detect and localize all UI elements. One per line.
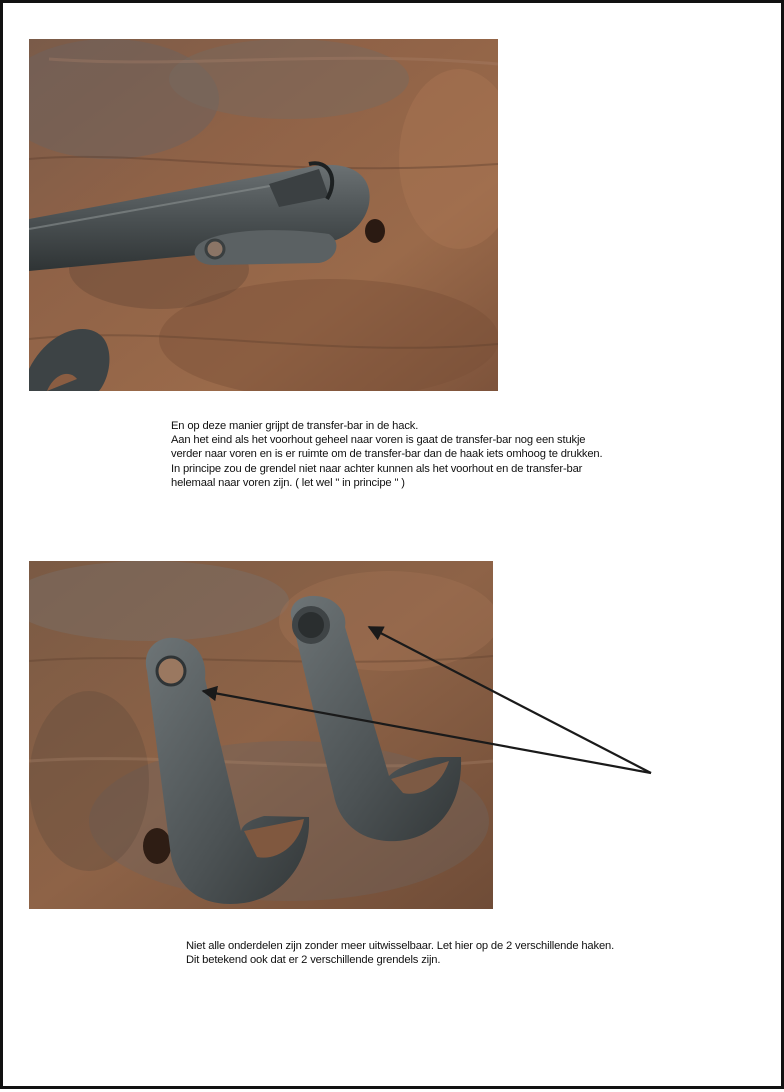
caption-line: verder naar voren en is er ruimte om de transfer-bar dan de haak iets omhoog te drukken.: [171, 448, 603, 461]
caption-different-hooks: [186, 939, 614, 967]
caption-line: Aan het eind als het voorhout geheel naar voren is gaat de transfer-bar nog een stukje: [171, 434, 586, 447]
arrow-left-hook: [203, 691, 651, 773]
caption-line: In principe zou de grendel niet naar achter kunnen als het voorhout en de transfer-bar: [171, 462, 583, 475]
caption-line: helemaal naar voren zijn. ( let wel " in principe " ): [171, 476, 405, 489]
arrow-right-hook: [369, 627, 651, 773]
annotation-arrows: [3, 3, 784, 1092]
caption-line: En op deze manier grijpt de transfer-bar in de hack.: [171, 420, 419, 432]
caption-line: Dit betekend ook dat er 2 verschillende grendels zijn.: [186, 954, 441, 967]
caption-line: Niet alle onderdelen zijn zonder meer uitwisselbaar. Let hier op de 2 verschillende haken.: [186, 940, 615, 952]
